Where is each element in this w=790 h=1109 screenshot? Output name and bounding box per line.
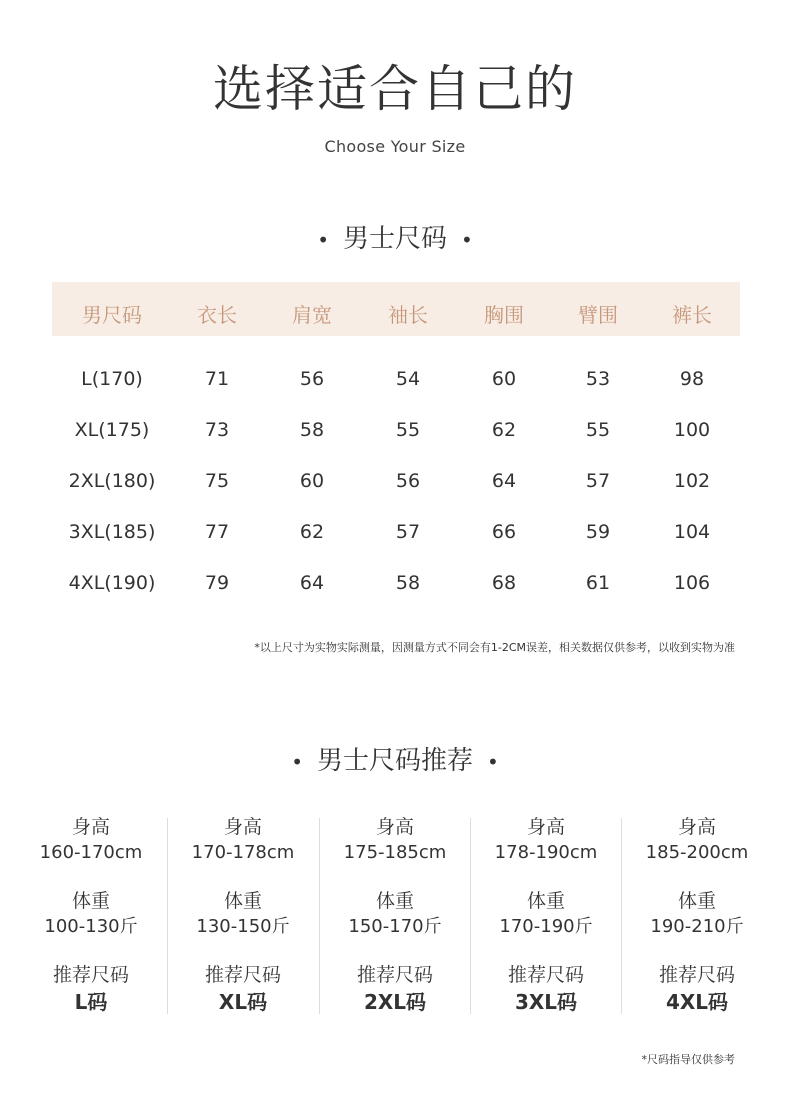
- height-label: 身高: [71, 816, 110, 838]
- table-cell: 58: [395, 572, 421, 594]
- table-cell: 57: [395, 521, 421, 543]
- recommendation-card: [622, 814, 772, 1016]
- column-header: 衣长: [197, 303, 237, 327]
- height-value: 178-190cm: [494, 842, 598, 863]
- table-row: [52, 368, 740, 398]
- column-header: 肩宽: [292, 303, 332, 327]
- table-cell: 71: [204, 368, 230, 390]
- table-cell: 2XL(180): [68, 470, 156, 492]
- weight-value: 170-190斤: [499, 916, 593, 937]
- table-cell: 55: [585, 419, 611, 441]
- table-cell: 56: [395, 470, 421, 492]
- weight-label: 体重: [526, 890, 565, 912]
- size-chart-note: *以上尺寸为实物实际测量，因测量方式不同会有1-2CM误差，相关数据仅供参考，以收到实物为准: [254, 641, 735, 654]
- table-cell: 60: [491, 368, 517, 390]
- page-title: 选择适合自己的: [213, 60, 577, 118]
- weight-label: 体重: [375, 890, 414, 912]
- table-cell: 55: [395, 419, 421, 441]
- table-cell: 73: [204, 419, 230, 441]
- size-table-header: [52, 282, 740, 336]
- size-chart-title: [0, 218, 790, 255]
- recommendation-card: [471, 814, 621, 1016]
- height-label: 身高: [223, 816, 262, 838]
- table-cell: 64: [491, 470, 517, 492]
- table-cell: 66: [491, 521, 517, 543]
- height-value: 185-200cm: [645, 842, 749, 863]
- height-label: 身高: [375, 816, 414, 838]
- recommended-size: L码: [74, 990, 108, 1014]
- size-label: 推荐尺码: [204, 964, 281, 986]
- table-cell: 62: [299, 521, 325, 543]
- height-label: 身高: [677, 816, 716, 838]
- table-cell: 61: [585, 572, 611, 594]
- table-cell: 59: [585, 521, 611, 543]
- column-header: 裤长: [672, 303, 712, 327]
- table-cell: 54: [395, 368, 421, 390]
- column-header: 臂围: [578, 303, 618, 327]
- table-cell: 58: [299, 419, 325, 441]
- column-header: 袖长: [388, 303, 428, 327]
- table-cell: XL(175): [74, 419, 150, 441]
- column-header: 胸围: [484, 303, 524, 327]
- size-chart-title-text: 男士尺码: [342, 224, 447, 254]
- bullet-left: •: [291, 749, 303, 774]
- height-value: 160-170cm: [39, 842, 143, 863]
- bullet-right: •: [487, 749, 499, 774]
- table-cell: 102: [673, 470, 711, 492]
- height-value: 175-185cm: [343, 842, 447, 863]
- table-cell: 100: [673, 419, 711, 441]
- page-subtitle: Choose Your Size: [324, 137, 466, 156]
- recommended-size: 4XL码: [665, 990, 729, 1014]
- weight-value: 150-170斤: [348, 916, 442, 937]
- recommendation-title-text: 男士尺码推荐: [316, 746, 473, 776]
- table-cell: 62: [491, 419, 517, 441]
- size-label: 推荐尺码: [52, 964, 129, 986]
- table-cell: 77: [204, 521, 230, 543]
- weight-label: 体重: [223, 890, 262, 912]
- recommended-size: XL码: [218, 990, 268, 1014]
- size-label: 推荐尺码: [356, 964, 433, 986]
- table-cell: 104: [673, 521, 711, 543]
- recommended-size: 2XL码: [363, 990, 427, 1014]
- table-row: [52, 572, 740, 602]
- recommendation-title: [0, 740, 790, 777]
- table-row: [52, 521, 740, 551]
- table-cell: L(170): [81, 368, 143, 390]
- table-cell: 98: [679, 368, 705, 390]
- weight-label: 体重: [677, 890, 716, 912]
- recommendation-card: [320, 814, 470, 1016]
- recommendation-card: [168, 814, 318, 1016]
- table-cell: 60: [299, 470, 325, 492]
- table-cell: 79: [204, 572, 230, 594]
- height-label: 身高: [526, 816, 565, 838]
- bullet-left: •: [317, 227, 329, 252]
- table-cell: 56: [299, 368, 325, 390]
- table-cell: 4XL(190): [68, 572, 156, 594]
- weight-value: 100-130斤: [44, 916, 138, 937]
- table-cell: 68: [491, 572, 517, 594]
- recommendation-card: [16, 814, 166, 1016]
- table-cell: 106: [673, 572, 711, 594]
- table-cell: 3XL(185): [68, 521, 156, 543]
- weight-value: 190-210斤: [650, 916, 744, 937]
- table-cell: 57: [585, 470, 611, 492]
- weight-label: 体重: [71, 890, 110, 912]
- size-label: 推荐尺码: [658, 964, 735, 986]
- bullet-right: •: [461, 227, 473, 252]
- table-cell: 53: [585, 368, 611, 390]
- weight-value: 130-150斤: [196, 916, 290, 937]
- table-cell: 64: [299, 572, 325, 594]
- table-row: [52, 419, 740, 449]
- table-row: [52, 470, 740, 500]
- recommendation-note: *尺码指导仅供参考: [641, 1053, 735, 1066]
- height-value: 170-178cm: [191, 842, 295, 863]
- table-cell: 75: [204, 470, 230, 492]
- column-header: 男尺码: [82, 303, 142, 327]
- size-label: 推荐尺码: [507, 964, 584, 986]
- recommended-size: 3XL码: [514, 990, 578, 1014]
